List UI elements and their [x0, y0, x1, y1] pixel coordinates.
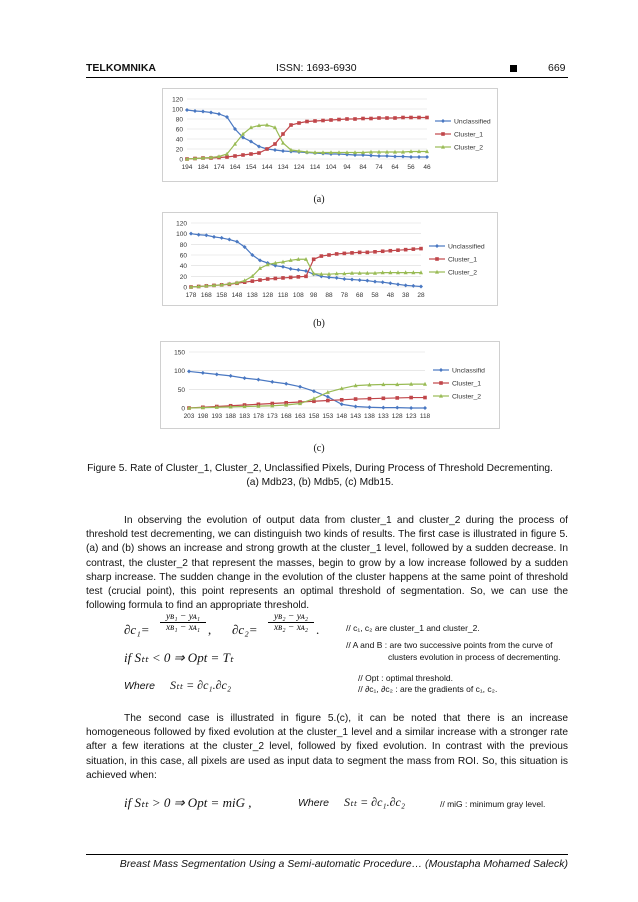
data-point [373, 280, 377, 284]
y-tick-label: 0 [183, 284, 187, 292]
legend-marker [435, 244, 439, 248]
data-point [377, 116, 381, 120]
data-point [417, 155, 421, 159]
data-point [335, 252, 339, 256]
data-point [281, 149, 285, 153]
data-point [361, 117, 365, 121]
x-tick-label: 193 [211, 413, 223, 420]
dc2-numerator: yʙ₂ − yᴀ₂ [268, 612, 314, 623]
data-point [225, 155, 229, 159]
dc1-lhs: ∂c₁= [124, 622, 150, 637]
legend-label: Unclassifid [452, 367, 485, 375]
y-tick-label: 100 [174, 368, 185, 376]
y-tick-label: 60 [179, 252, 187, 260]
formula2-where-expr: Sₜₜ = ∂c₁.∂c₂ [344, 795, 406, 809]
x-tick-label: 154 [245, 164, 257, 171]
data-point [233, 154, 237, 158]
chart-b-label: (b) [313, 318, 325, 329]
series-line [189, 384, 425, 408]
x-tick-label: 144 [261, 164, 273, 171]
y-tick-label: 80 [175, 116, 183, 124]
data-point [409, 155, 413, 159]
legend-label: Cluster_2 [454, 144, 484, 152]
data-point [409, 396, 413, 400]
data-point [377, 154, 381, 158]
x-tick-label: 46 [423, 164, 431, 171]
data-point [354, 397, 358, 401]
data-point [389, 249, 393, 253]
series-line [191, 249, 421, 287]
y-tick-label: 120 [172, 96, 183, 104]
figure-caption-line1: Figure 5. Rate of Cluster_1, Cluster_2, Unclassified Pixels, During Process of Threshold Decrementing. [87, 463, 553, 474]
data-point [396, 282, 400, 286]
data-point [305, 120, 309, 124]
data-point [382, 396, 386, 400]
x-tick-label: 188 [225, 413, 237, 420]
data-point [337, 118, 341, 122]
dc1-fraction [160, 612, 206, 633]
data-point [425, 155, 429, 159]
data-point [274, 277, 278, 281]
data-point [369, 154, 373, 158]
data-point [312, 389, 316, 393]
x-tick-label: 133 [377, 413, 389, 420]
y-tick-label: 40 [175, 136, 183, 144]
data-point [201, 371, 205, 375]
chart-a-svg [163, 89, 497, 181]
chart-a [162, 88, 498, 182]
data-point [369, 117, 373, 121]
data-point [249, 152, 253, 156]
chart-c-svg [161, 342, 499, 428]
figure-caption-line2: (a) Mdb23, (b) Mdb5, (c) Mdb15. [246, 477, 394, 488]
x-tick-label: 178 [252, 413, 264, 420]
dc1-denominator: xʙ₁ − xᴀ₁ [165, 623, 201, 633]
data-point [189, 232, 193, 236]
data-point [256, 378, 260, 382]
x-tick-label: 78 [340, 292, 348, 299]
legend-label: Cluster_1 [448, 256, 478, 264]
data-point [358, 251, 362, 255]
x-tick-label: 114 [309, 164, 321, 171]
x-tick-label: 158 [216, 292, 228, 299]
data-point [297, 275, 301, 279]
x-tick-label: 184 [197, 164, 209, 171]
chart-c [160, 341, 500, 429]
issn: ISSN: 1693-6930 [276, 62, 357, 74]
legend-marker [441, 119, 445, 123]
where-label: Where [124, 680, 155, 692]
data-point [289, 267, 293, 271]
legend-label: Cluster_2 [448, 269, 478, 277]
x-tick-label: 84 [359, 164, 367, 171]
data-point [326, 399, 330, 403]
note-points: // A and B : are two successive points from the curve of [346, 640, 553, 650]
x-tick-label: 48 [386, 292, 394, 299]
data-point [350, 278, 354, 282]
data-point [327, 275, 331, 279]
paragraph-2-text: The second case is illustrated in figure 5.(c), it can be noted that there is an increase homogeneous followed by fixed evolution at the cluster_1 level and a similar increase with a stronger rate after a few iterations at the cluster_2 level, followed by fixed evolution. In contrast with the previous situation, in this case, all pixels are used as input data to segment the mass from ROI. So, this situation is achieved when: [86, 713, 568, 781]
y-tick-label: 100 [176, 231, 187, 239]
data-point [201, 110, 205, 114]
x-tick-label: 173 [266, 413, 278, 420]
data-point [423, 396, 427, 400]
if-condition: if Sₜₜ < 0 ⇒ Opt = Tₜ [124, 650, 234, 665]
x-tick-label: 183 [239, 413, 250, 420]
data-point [185, 108, 189, 112]
y-tick-label: 80 [179, 241, 187, 249]
legend-label: Cluster_1 [452, 380, 482, 388]
chart-b [162, 212, 498, 306]
data-point [343, 252, 347, 256]
data-point [381, 406, 385, 410]
data-point [289, 276, 293, 280]
series-line [189, 398, 425, 408]
data-point [340, 398, 344, 402]
data-point [229, 374, 233, 378]
data-point [368, 397, 372, 401]
note-gradients: // ∂c₁, ∂c₂ : are the gradients of c₁, c₂. [358, 684, 498, 694]
formula2-expr: if Sₜₜ > 0 ⇒ Opt = miG , [124, 795, 252, 810]
x-tick-label: 108 [292, 292, 304, 299]
x-tick-label: 94 [343, 164, 351, 171]
data-point [381, 280, 385, 284]
x-tick-label: 148 [231, 292, 243, 299]
data-point [215, 372, 219, 376]
data-point [365, 279, 369, 283]
footer-text: Breast Mass Segmentation Using a Semi-automatic Procedure… (Moustapha Mohamed Saleck) [119, 858, 568, 870]
data-point [284, 382, 288, 386]
data-point [409, 116, 413, 120]
dc2-lhs: ∂c₂= [232, 622, 258, 637]
data-point [266, 277, 270, 281]
y-tick-label: 50 [177, 386, 185, 394]
x-tick-label: 164 [229, 164, 241, 171]
note-opt: // Opt : optimal threshold. [358, 673, 453, 683]
data-point [409, 406, 413, 410]
data-point [273, 142, 277, 146]
data-point [350, 251, 354, 255]
data-point [193, 109, 197, 113]
x-tick-label: 123 [405, 413, 417, 420]
dc2-fraction [268, 612, 314, 633]
data-point [393, 155, 397, 159]
data-point [404, 248, 408, 252]
x-tick-label: 134 [277, 164, 289, 171]
y-tick-label: 0 [179, 156, 183, 164]
y-tick-label: 20 [179, 273, 187, 281]
x-tick-label: 194 [181, 164, 193, 171]
legend-label: Cluster_1 [454, 131, 484, 139]
data-point [312, 257, 316, 261]
legend-marker [439, 381, 443, 385]
data-point [329, 118, 333, 122]
legend-label: Unclassified [448, 243, 485, 251]
x-tick-label: 58 [371, 292, 379, 299]
x-tick-label: 174 [213, 164, 225, 171]
data-point [412, 247, 416, 251]
data-point [258, 278, 262, 282]
legend-label: Unclassified [454, 118, 491, 126]
data-point [227, 238, 231, 242]
period: . [316, 622, 320, 637]
data-point [381, 249, 385, 253]
data-point [217, 112, 221, 116]
data-point [401, 116, 405, 120]
data-point [358, 278, 362, 282]
x-tick-label: 148 [336, 413, 348, 420]
x-tick-label: 178 [185, 292, 197, 299]
x-tick-label: 128 [391, 413, 403, 420]
data-point [425, 116, 429, 120]
chart-b-svg [163, 213, 497, 305]
data-point [297, 121, 301, 125]
x-tick-label: 168 [200, 292, 212, 299]
data-point [401, 155, 405, 159]
comma: , [208, 622, 212, 637]
dc2-denominator: xʙ₂ − xᴀ₂ [273, 623, 309, 633]
data-point [388, 281, 392, 285]
legend-marker [435, 257, 439, 261]
data-point [296, 268, 300, 272]
legend-label: Cluster_2 [452, 393, 482, 401]
data-point [367, 405, 371, 409]
data-point [313, 119, 317, 123]
x-tick-label: 68 [356, 292, 364, 299]
x-tick-label: 88 [325, 292, 333, 299]
data-point [417, 116, 421, 120]
data-point [396, 248, 400, 252]
x-tick-label: 104 [325, 164, 337, 171]
x-tick-label: 118 [277, 292, 289, 299]
legend-marker [441, 132, 445, 136]
data-point [321, 119, 325, 123]
formula2-where-label: Where [298, 797, 329, 809]
y-tick-label: 150 [174, 349, 185, 357]
x-tick-label: 138 [364, 413, 375, 420]
y-tick-label: 100 [172, 106, 183, 114]
data-point [419, 247, 423, 251]
data-point [212, 235, 216, 239]
paragraph-1-text: In observing the evolution of output data from cluster_1 and cluster_2 during the process of threshold test decrementing, we can distinguish two kinds of results. The first case is illustrated in figure 5. (a) and (b) shows an increase and strong growth at the cluster_1 level, followed by a sudden decrease. In contrast, the cluster_2 that represent the masses, begin to grow by a low increase followed by a sudden sharp increase. The sudden change in the evolution of the cluster happens at the same point of threshold test (crucial point), this point represents an optimal threshold of segmentation. So, we can use the following formula to find an appropriate threshold. [86, 515, 568, 612]
data-point [257, 151, 261, 155]
header-rule [86, 77, 568, 78]
x-tick-label: 163 [294, 413, 306, 420]
data-point [385, 154, 389, 158]
data-point [385, 116, 389, 120]
x-tick-label: 38 [402, 292, 410, 299]
note-clusters: // c₁, c₂ are cluster_1 and cluster_2. [346, 623, 480, 633]
data-point [395, 396, 399, 400]
x-tick-label: 64 [391, 164, 399, 171]
data-point [265, 147, 269, 151]
where-expr: Sₜₜ = ∂c₁.∂c₂ [170, 678, 232, 692]
chart-a-label: (a) [313, 194, 325, 205]
series-line [189, 371, 425, 408]
data-point [373, 250, 377, 254]
x-tick-label: 153 [322, 413, 334, 420]
data-point [197, 233, 201, 237]
data-point [393, 116, 397, 120]
legend-marker [439, 368, 443, 372]
x-tick-label: 98 [310, 292, 318, 299]
data-point [419, 284, 423, 288]
data-point [289, 123, 293, 127]
x-tick-label: 158 [308, 413, 320, 420]
data-point [270, 380, 274, 384]
formula2-note: // miG : minimum gray level. [440, 799, 546, 809]
y-tick-label: 40 [179, 263, 187, 271]
data-point [320, 254, 324, 258]
data-point [353, 117, 357, 121]
x-tick-label: 168 [280, 413, 292, 420]
paragraph-1 [86, 514, 568, 613]
paragraph-2 [86, 712, 568, 783]
data-point [342, 277, 346, 281]
y-tick-label: 120 [176, 220, 187, 228]
data-point [395, 406, 399, 410]
data-point [281, 276, 285, 280]
footer-rule [86, 854, 568, 855]
data-point [209, 111, 213, 115]
data-point [273, 148, 277, 152]
data-point [243, 376, 247, 380]
data-point [304, 275, 308, 279]
x-tick-label: 128 [262, 292, 274, 299]
x-tick-label: 143 [350, 413, 362, 420]
x-tick-label: 138 [246, 292, 258, 299]
data-point [281, 132, 285, 136]
dc1-numerator: yʙ₁ − yᴀ₁ [160, 612, 206, 623]
x-tick-label: 198 [197, 413, 209, 420]
data-point [187, 369, 191, 373]
y-tick-label: 0 [181, 405, 185, 413]
data-point [345, 117, 349, 121]
note-points-cont: clusters evolution in process of decrementing. [388, 652, 561, 662]
figure-caption [60, 462, 580, 490]
data-point [423, 406, 427, 410]
journal-name: TELKOMNIKA [86, 62, 156, 74]
chart-c-label: (c) [313, 443, 325, 454]
data-point [241, 153, 245, 157]
page-number: 669 [548, 62, 566, 74]
data-point [251, 279, 255, 283]
x-tick-label: 118 [419, 413, 431, 420]
data-point [327, 253, 331, 257]
x-tick-label: 56 [407, 164, 415, 171]
y-tick-label: 60 [175, 126, 183, 134]
data-point [411, 284, 415, 288]
data-point [298, 385, 302, 389]
data-point [220, 236, 224, 240]
data-point [281, 265, 285, 269]
y-tick-label: 20 [175, 146, 183, 154]
data-point [366, 251, 370, 255]
header-bullet [510, 65, 517, 72]
x-tick-label: 124 [293, 164, 305, 171]
x-tick-label: 28 [417, 292, 425, 299]
x-tick-label: 203 [183, 413, 195, 420]
x-tick-label: 74 [375, 164, 383, 171]
